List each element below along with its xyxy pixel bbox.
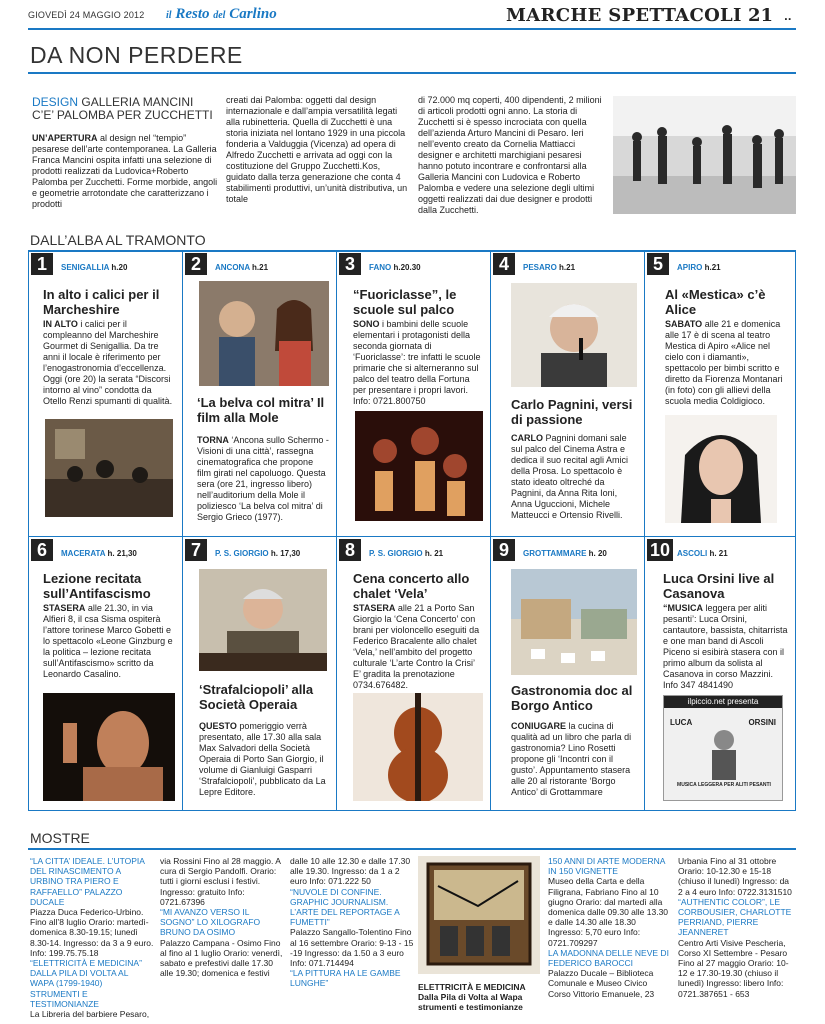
event-body: SABATO alle 21 e domenica alle 17 è di scena al teatro Mestica di Apiro «Alice nel cielo con i diamanti», spettacolo per bimbi scritto e diretto da Fiorenza Montanari (in foto) con gli allievi della scuola media Coldigioco. bbox=[665, 319, 783, 406]
event-card-1 bbox=[29, 251, 182, 536]
event-body: STASERA alle 21.30, in via Alfieri 8, il csa Sisma ospiterà l’attore torinese Marco Gobetti e lo spettacolo «Leone Ginzburg e la politica – lezione recitata sull’Antifascismo» scritto da Leonardo Casalino. bbox=[43, 603, 173, 679]
section-alba: DALL’ALBA AL TRAMONTO bbox=[30, 232, 206, 248]
section-name: MARCHE SPETTACOLI bbox=[506, 5, 742, 26]
masthead bbox=[28, 4, 796, 28]
event-place: ANCONA h.21 bbox=[215, 263, 269, 272]
event-card-4 bbox=[491, 251, 644, 536]
event-number: 10 bbox=[647, 539, 673, 561]
event-photo-3 bbox=[355, 411, 483, 521]
mostre-rule bbox=[28, 848, 796, 850]
newspaper-logo: il Resto del Carlino bbox=[166, 6, 277, 22]
event-card-5 bbox=[645, 251, 795, 536]
event-place: GROTTAMMARE h. 20 bbox=[523, 549, 607, 558]
event-number: 2 bbox=[185, 253, 207, 275]
design-col1: UN’APERTURA al design nel “tempio” pesarese dell’arte contemporanea. La Galleria Franca Mancini ospita infatti una selezione di prodotti realizzati da Ludovica+Roberto Palomba per Zucchetti. Forme morbide, angoli e geometrie arrotondate che caratterizzano i prodotti bbox=[32, 133, 218, 209]
poster-right: ORSINI bbox=[748, 718, 776, 727]
event-place: P. S. GIORGIO h. 21 bbox=[369, 549, 444, 558]
gallery-scene bbox=[613, 96, 796, 214]
event-body: CARLO Pagnini domani sale sul palco del Cinema Astra e dedica il suo recital agli Amici della Prosa. Lo spettacolo è stato ideato oltreché da Pagnini, da Anna Rita Ioni, Anna Uguccioni, Michele Matteucci e Ortensio Rivelli. bbox=[511, 433, 629, 520]
event-photo-2 bbox=[199, 281, 329, 386]
event-number: 8 bbox=[339, 539, 361, 561]
event-card-10 bbox=[645, 537, 795, 810]
event-title: In alto i calici per il Marcheshire bbox=[43, 287, 160, 317]
event-photo-1 bbox=[45, 419, 173, 517]
event-title: ‘Strafalciopoli’ alla Società Operaia bbox=[199, 682, 314, 712]
event-title: Gastronomia doc al Borgo Antico bbox=[511, 683, 633, 713]
event-title: Carlo Pagnini, versi di passione bbox=[511, 397, 633, 427]
event-photo-8 bbox=[353, 693, 483, 801]
event-photo-6 bbox=[43, 693, 175, 801]
design-col2: creati dai Palomba: oggetti dal design internazionale e dall’ampia versatilità legati alla rubinetteria. Quella di Zucchetti è una storia iniziata nel lontano 1929 in una piccola fonderia a Valduggia (Vicenza) ad opera di Alfredo Zucchetti e arrivata ad oggi con la costituzione del Gruppo Zucchetti.Kos, guidato dalla terza generazione che conta 4 stabilimenti produttivi, un’unità distributiva, un totale bbox=[226, 95, 408, 204]
poster-site: ilpiccio.net presenta bbox=[664, 696, 782, 708]
header-dots: .. bbox=[784, 12, 792, 23]
event-card-6 bbox=[29, 537, 182, 810]
design-col3: di 72.000 mq coperti, 400 dipendenti, 2 milioni di articoli prodotti ogni anno. La storia di Zucchetti si è spesso incrociata con quella dell’azienda Arturo Mancini di Pesaro. Ieri nell’evento creato da Cornelia Mattiacci designer e architetti marchigiani pesaresi hanno potuto incontrare e confrontarsi alla Galleria Mancini con Ludovica e Roberto Palomba e vedere una selezione degli ultimi oggetti realizzati dai due designer e prodotti dalla Zucchetti. bbox=[418, 95, 602, 215]
event-body: CONIUGARE la cucina di qualità ad un libro che parla di gastronomia? Lino Rosetti propone gli ‘Incontri con il gusto’. Appuntamento stasera alle 20 al ristorante ‘Borgo Antico’ di Grottammare bbox=[511, 721, 632, 797]
event-body: TORNA ‘Ancona sullo Schermo - Visioni di una città’, rassegna cinematografica che propone film girati nel capoluogo. Questa sera (ore 21, ingresso libero) nell’auditorium della Mole il poliziesco ‘La belva col mitra’ di Sergio Grieco (1977). bbox=[197, 435, 329, 522]
event-place: SENIGALLIA h.20 bbox=[61, 263, 128, 272]
grid-vline-5 bbox=[795, 250, 796, 810]
event-photo-5 bbox=[665, 415, 777, 523]
event-card-7 bbox=[183, 537, 336, 810]
event-title: Lezione recitata sull’Antifascismo bbox=[43, 571, 151, 601]
section-mostre: MOSTRE bbox=[30, 830, 90, 846]
header-rule bbox=[28, 28, 796, 30]
mostre-col2: via Rossini Fino al 28 maggio. A cura di Sergio Pandolfi. Orario: tutti i giorni esclusi i festivi. Ingresso: gratuito Info: 0721.67396 “MI AVANZO VERSO IL SOGNO” LO XILOGRAFO BRUNO DA OSIMO Palazzo Campana - Osimo Fino al fino al 1 luglio Orario: venerdì, sabato e prefestivi dalle 17.30 alle 19.30; domenica e festivi bbox=[160, 856, 283, 979]
event-card-9 bbox=[491, 537, 644, 810]
gallery-photo bbox=[613, 96, 796, 214]
title-rule bbox=[28, 72, 796, 74]
event-poster-10 bbox=[663, 695, 783, 801]
photo-caption: Dalla Pila di Volta al Wapa strumenti e testimonianze bbox=[418, 992, 523, 1013]
electro-device-image bbox=[418, 856, 540, 974]
event-card-2 bbox=[183, 251, 336, 536]
event-body: SONO i bambini delle scuole elementari i protagonisti della seconda giornata di ‘Fuoriclasse’: tre infatti le scuole primarie che si alterneranno sul palco del teatro della Fortuna per presentare i propri lavori. Info: 0721.800750 bbox=[353, 319, 481, 406]
event-number: 9 bbox=[493, 539, 515, 561]
page-number: 21 bbox=[748, 5, 774, 26]
event-number: 3 bbox=[339, 253, 361, 275]
event-photo-4 bbox=[511, 283, 637, 387]
event-body: QUESTO pomeriggio verrà presentato, alle 17.30 alla sala Max Salvadori della Società Operaia di Porto San Giorgio, il volume di Gianluigi Gasparri ‘Strafalciopoli’, pubblicato da La Lepre Editore. bbox=[199, 721, 326, 797]
event-body: STASERA alle 21 a Porto San Giorgio la ‘Cena Concerto’ con brani per violoncello eseguiti da Federico Bracalente allo chalet ‘Vela,’ nell’ambito del progetto culturale ‘L’arte Contro la Crisi’ E’ gradita la prenotazione 0734.676482. bbox=[353, 603, 480, 690]
issue-date: GIOVEDÌ 24 MAGGIO 2012 bbox=[28, 10, 145, 20]
photo-caption-bold: ELETTRICITÀ E MEDICINA bbox=[418, 982, 526, 992]
event-title: Cena concerto allo chalet ‘Vela’ bbox=[353, 571, 470, 601]
event-body: “MUSICA leggera per aliti pesanti’: Luca Orsini, cantautore, bassista, chitarrista e one man band di Ascoli Piceno si esibirà stasera con il primo album da solista al Casanova in corso Mazzini. Info 347 4841490 bbox=[663, 603, 788, 690]
event-place: APIRO h.21 bbox=[677, 263, 721, 272]
event-title: ‘La belva col mitra’ Il film alla Mole bbox=[197, 395, 325, 425]
event-title: Luca Orsini live al Casanova bbox=[663, 571, 775, 601]
event-place: ASCOLI h. 21 bbox=[677, 549, 728, 558]
page-title: DA NON PERDERE bbox=[30, 42, 243, 68]
grid-bottom-rule bbox=[28, 810, 796, 811]
mostre-col6: Urbania Fino al 31 ottobre Orario: 10-12.30 e 15-18 (chiuso il lunedì) Ingresso: da 2 a 4 euro Info: 0722.3131510 “AUTHENTIC COLOR”, LE CORBOUSIER, CHARLOTTE PERRIAND, PIERRE JEANNERET Centro Arti Visive Pescheria, Corso XI Settembre - Pesaro Fino al 27 maggio Orario: 10-12 e 17.30-19.30 (chiuso il lunedì) Ingresso: libero Info: 0721.387651 - 653 bbox=[678, 856, 792, 999]
event-number: 4 bbox=[493, 253, 515, 275]
event-place: FANO h.20.30 bbox=[369, 263, 421, 272]
event-title: Al «Mestica» c’è Alice bbox=[665, 287, 766, 317]
event-place: P. S. GIORGIO h. 17,30 bbox=[215, 549, 301, 558]
poster-figure bbox=[704, 726, 744, 780]
event-place: PESARO h.21 bbox=[523, 263, 576, 272]
poster-left: LUCA bbox=[670, 718, 693, 727]
mostre-photo-block bbox=[418, 856, 540, 1024]
event-card-8 bbox=[337, 537, 490, 810]
event-number: 5 bbox=[647, 253, 669, 275]
event-body: IN ALTO i calici per il compleanno del Marcheshire Gourmet di Senigallia. Da tre anni il locale è riferimento per l’enogastronomia d’eccellenza. Oggi (ore 20) la serata “Discorsi intorno al vino” condotta da Otello Renzi spumanti di qualità. bbox=[43, 319, 173, 406]
mostre-col3: dalle 10 alle 12.30 e dalle 17.30 alle 19.30. Ingresso: da 1 a 2 euro Info: 071.222 50 “NUVOLE DI CONFINE. GRAPHIC JOURNALISM. L’ARTE DEL REPORTAGE A FUMETTI” Palazzo Sangallo-Tolentino Fino al 16 settembre Orario: 9-13 - 15 -19 Ingresso: da 1.50 a 3 euro Info: 071.714494 “LA PITTURA HA LE GAMBE LUNGHE” bbox=[290, 856, 414, 989]
event-title: “Fuoriclasse”, le scuole sul palco bbox=[353, 287, 457, 317]
event-number: 1 bbox=[31, 253, 53, 275]
poster-caption: MUSICA LEGGERA PER ALITI PESANTI bbox=[677, 782, 771, 788]
event-place: MACERATA h. 21,30 bbox=[61, 549, 137, 558]
mostre-col5: 150 ANNI DI ARTE MODERNA IN 150 VIGNETTE Museo della Carta e della Filigrana, Fabriano Fino al 10 giugno Orario: dal martedì alla domenica dalle 09.30 alle 13.30 e dalle 14.30 alle 18.30 Ingresso: 5,70 euro Info: 0721.709297 LA MADONNA DELLE NEVE DI FEDERICO BAROCCI Palazzo Ducale – Biblioteca Comunale e Museo Civico Corso Vittorio Emanuele, 23 bbox=[548, 856, 669, 999]
event-number: 6 bbox=[31, 539, 53, 561]
event-number: 7 bbox=[185, 539, 207, 561]
mostre-col1: “LA CITTA’ IDEALE. L’UTOPIA DEL RINASCIMENTO A URBINO TRA PIERO E RAFFAELLO” PALAZZO DUCALE Piazza Duca Federico-Urbino. Fino all’8 luglio Orario: martedì-domenica 8.30-19.15; lunedì 8.30-14. Ingresso: da 3 a 9 euro. Info: 199.75.75.18 “ELETTRICITÀ E MEDICINA” DALLA PILA DI VOLTA AL WAPA (1799-1940) STRUMENTI E TESTIMONIANZE La Libreria del barbiere Pesaro, bbox=[30, 856, 154, 1020]
event-photo-7 bbox=[199, 569, 327, 671]
design-headline: DESIGN GALLERIA MANCINI C’E’ PALOMBA PER ZUCCHETTI bbox=[32, 95, 213, 122]
event-card-3 bbox=[337, 251, 490, 536]
event-photo-9 bbox=[511, 569, 637, 675]
